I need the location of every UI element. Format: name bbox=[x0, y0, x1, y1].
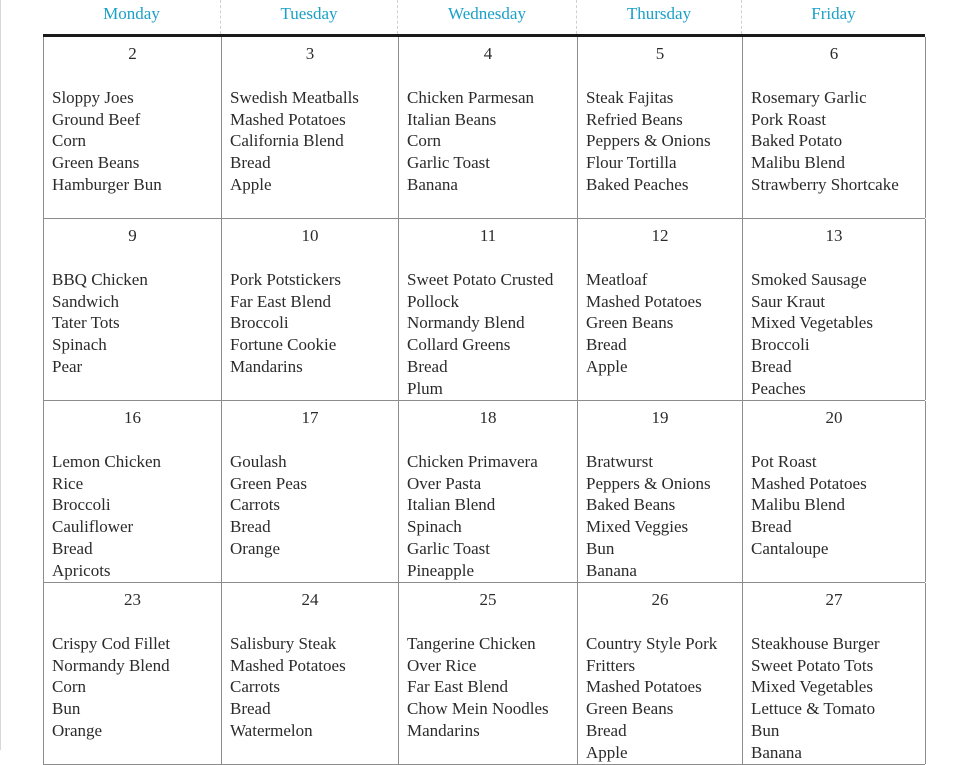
meal-item: Orange bbox=[230, 538, 281, 558]
meal-item: Bun bbox=[751, 720, 780, 740]
meal-item: Bread bbox=[407, 356, 448, 376]
meal-list bbox=[52, 451, 221, 581]
meal-item: Lettuce & Tomato bbox=[751, 699, 876, 719]
meal-item: Chicken Parmesan bbox=[407, 88, 534, 107]
meal-item: Baked Peaches bbox=[586, 174, 689, 194]
meal-item: Mashed Potatoes bbox=[230, 109, 346, 129]
meal-item: Bratwurst bbox=[586, 452, 654, 471]
meal-item: Green Peas bbox=[230, 473, 307, 493]
meal-item: Fortune Cookie bbox=[230, 335, 337, 355]
day-cell bbox=[399, 37, 578, 218]
meal-list bbox=[230, 451, 398, 560]
meal-item: Green Beans bbox=[586, 313, 674, 333]
meal-item: Pork Potstickers bbox=[230, 270, 341, 289]
meal-item: Refried Beans bbox=[586, 109, 683, 129]
meal-item: Saur Kraut bbox=[751, 291, 826, 311]
meal-item: Country Style Pork bbox=[586, 634, 718, 653]
meal-item: Corn bbox=[407, 131, 441, 151]
week-row bbox=[43, 583, 925, 765]
meal-item: Strawberry Shortcake bbox=[751, 174, 899, 194]
meal-list bbox=[751, 633, 925, 763]
meal-list bbox=[52, 269, 221, 378]
meal-item: Apricots bbox=[52, 560, 111, 580]
meal-item: Apple bbox=[586, 356, 628, 376]
date-number: 18 bbox=[479, 408, 497, 427]
meal-item: Mandarins bbox=[230, 356, 303, 376]
date-number: 24 bbox=[301, 590, 319, 609]
day-cell bbox=[44, 37, 222, 218]
meal-list bbox=[230, 87, 398, 196]
meal-list bbox=[586, 451, 742, 581]
meal-item: Mixed Vegetables bbox=[751, 677, 873, 697]
meal-item: Green Beans bbox=[586, 699, 674, 719]
day-cell bbox=[578, 37, 743, 218]
day-cell bbox=[44, 401, 222, 582]
meal-item: Lemon Chicken bbox=[52, 452, 162, 471]
meal-item: Steak Fajitas bbox=[586, 88, 674, 107]
date-number: 16 bbox=[124, 408, 141, 427]
day-cell bbox=[222, 37, 399, 218]
date-number: 12 bbox=[651, 226, 669, 245]
day-cell bbox=[743, 583, 926, 764]
meal-item: Mashed Potatoes bbox=[586, 677, 702, 697]
meal-item: Chicken Primavera bbox=[407, 452, 538, 471]
meal-item: Flour Tortilla bbox=[586, 153, 677, 173]
weekday-header-row bbox=[43, 0, 925, 37]
meal-item: Carrots bbox=[230, 495, 281, 515]
meal-item: Fritters bbox=[586, 655, 636, 675]
meal-item: Salisbury Steak bbox=[230, 634, 337, 653]
meal-item: Spinach bbox=[52, 335, 107, 355]
meal-item: Normandy Blend bbox=[407, 313, 525, 333]
meal-list bbox=[407, 269, 577, 399]
meal-item: Orange bbox=[52, 720, 103, 740]
day-cell bbox=[399, 219, 578, 400]
meal-item: Over Rice bbox=[407, 655, 477, 675]
date-number: 11 bbox=[479, 226, 497, 245]
meal-item: Bread bbox=[751, 517, 792, 537]
meal-item: Over Pasta bbox=[407, 473, 482, 493]
date-number: 17 bbox=[301, 408, 319, 427]
day-cell bbox=[743, 219, 926, 400]
meal-item: Banana bbox=[751, 742, 802, 762]
date-number: 23 bbox=[124, 590, 141, 609]
meal-item: Bread bbox=[751, 356, 792, 376]
meal-item: Bread bbox=[586, 720, 627, 740]
day-cell bbox=[743, 401, 926, 582]
meal-list bbox=[52, 87, 221, 196]
day-cell bbox=[743, 37, 926, 218]
meal-item: Baked Beans bbox=[586, 495, 676, 515]
meal-item: Sweet Potato Crusted bbox=[407, 270, 554, 289]
meal-item: Rosemary Garlic bbox=[751, 88, 867, 107]
meal-item: Pot Roast bbox=[751, 452, 817, 471]
weekday-monday: Monday bbox=[43, 0, 221, 34]
meal-item: Mixed Vegetables bbox=[751, 313, 873, 333]
date-number: 6 bbox=[829, 44, 839, 63]
menu-calendar bbox=[43, 0, 925, 765]
day-cell bbox=[222, 401, 399, 582]
date-number: 10 bbox=[301, 226, 319, 245]
meal-item: Chow Mein Noodles bbox=[407, 699, 549, 719]
meal-list bbox=[751, 269, 925, 399]
meal-item: Baked Potato bbox=[751, 131, 843, 151]
weekday-thursday: Thursday bbox=[577, 0, 742, 34]
meal-item: Garlic Toast bbox=[407, 153, 490, 173]
meal-item: Goulash bbox=[230, 452, 287, 471]
date-number: 2 bbox=[128, 44, 137, 63]
meal-item: Normandy Blend bbox=[52, 655, 170, 675]
meal-item: Broccoli bbox=[751, 335, 810, 355]
meal-item: Steakhouse Burger bbox=[751, 634, 880, 653]
meal-item: Cantaloupe bbox=[751, 538, 829, 558]
meal-item: Banana bbox=[586, 560, 637, 580]
meal-item: Pineapple bbox=[407, 560, 475, 580]
meal-item: Broccoli bbox=[230, 313, 289, 333]
weekday-wednesday: Wednesday bbox=[398, 0, 577, 34]
meal-list bbox=[586, 87, 742, 196]
meal-item: Mashed Potatoes bbox=[230, 655, 346, 675]
meal-list bbox=[586, 633, 742, 763]
meal-item: Plum bbox=[407, 378, 443, 398]
day-cell bbox=[222, 583, 399, 764]
meal-item: Sandwich bbox=[52, 291, 120, 311]
date-number: 13 bbox=[825, 226, 843, 245]
meal-list bbox=[52, 633, 221, 742]
day-cell bbox=[578, 401, 743, 582]
meal-list bbox=[407, 451, 577, 581]
meal-item: Peaches bbox=[751, 378, 806, 398]
day-cell bbox=[399, 401, 578, 582]
meal-item: Spinach bbox=[407, 517, 462, 537]
date-number: 4 bbox=[483, 44, 493, 63]
calendar-weeks bbox=[43, 37, 925, 765]
date-number: 9 bbox=[128, 226, 137, 245]
meal-item: Bread bbox=[230, 153, 271, 173]
date-number: 3 bbox=[305, 44, 315, 63]
meal-item: Mixed Veggies bbox=[586, 517, 689, 537]
meal-item: Italian Blend bbox=[407, 495, 496, 515]
weekday-tuesday: Tuesday bbox=[221, 0, 398, 34]
date-number: 25 bbox=[479, 590, 497, 609]
meal-item: Italian Beans bbox=[407, 109, 497, 129]
meal-item: Broccoli bbox=[52, 495, 111, 515]
meal-item: BBQ Chicken bbox=[52, 270, 148, 289]
meal-item: Swedish Meatballs bbox=[230, 88, 359, 107]
meal-item: Hamburger Bun bbox=[52, 174, 162, 194]
meal-list bbox=[751, 87, 925, 196]
date-number: 20 bbox=[825, 408, 843, 427]
day-cell bbox=[578, 219, 743, 400]
meal-item: Corn bbox=[52, 677, 86, 697]
meal-item: Peppers & Onions bbox=[586, 473, 711, 493]
page-edge bbox=[0, 0, 1, 750]
date-number: 27 bbox=[825, 590, 843, 609]
week-row bbox=[43, 401, 925, 583]
meal-item: Mashed Potatoes bbox=[751, 473, 867, 493]
meal-item: Pollock bbox=[407, 291, 459, 311]
day-cell bbox=[578, 583, 743, 764]
meal-item: Malibu Blend bbox=[751, 495, 845, 515]
day-cell bbox=[44, 219, 222, 400]
weekday-friday: Friday bbox=[811, 4, 856, 23]
meal-list bbox=[407, 87, 577, 196]
meal-item: Bun bbox=[586, 538, 615, 558]
meal-item: Collard Greens bbox=[407, 335, 511, 355]
day-cell bbox=[399, 583, 578, 764]
week-row bbox=[43, 37, 925, 219]
meal-list bbox=[407, 633, 577, 742]
day-cell bbox=[222, 219, 399, 400]
day-cell bbox=[44, 583, 222, 764]
meal-item: Bread bbox=[230, 699, 271, 719]
meal-item: Tater Tots bbox=[52, 313, 120, 333]
meal-item: Bun bbox=[52, 699, 81, 719]
meal-item: Peppers & Onions bbox=[586, 131, 711, 151]
date-number: 19 bbox=[651, 408, 669, 427]
meal-item: Green Beans bbox=[52, 153, 140, 173]
meal-item: Bread bbox=[52, 538, 93, 558]
meal-item: Cauliflower bbox=[52, 517, 134, 537]
week-row bbox=[43, 219, 925, 401]
meal-item: Meatloaf bbox=[586, 270, 648, 289]
meal-item: Mashed Potatoes bbox=[586, 291, 702, 311]
meal-item: Crispy Cod Fillet bbox=[52, 634, 171, 653]
meal-list bbox=[586, 269, 742, 378]
meal-item: Mandarins bbox=[407, 720, 480, 740]
meal-item: Sweet Potato Tots bbox=[751, 655, 874, 675]
meal-item: Malibu Blend bbox=[751, 153, 845, 173]
meal-list bbox=[751, 451, 925, 560]
meal-item: Bread bbox=[230, 517, 271, 537]
meal-item: Smoked Sausage bbox=[751, 270, 867, 289]
meal-item: Pork Roast bbox=[751, 109, 827, 129]
date-number: 26 bbox=[651, 590, 669, 609]
meal-item: Apple bbox=[586, 742, 628, 762]
meal-item: Corn bbox=[52, 131, 86, 151]
meal-item: Carrots bbox=[230, 677, 281, 697]
meal-item: Apple bbox=[230, 174, 272, 194]
meal-item: Rice bbox=[52, 473, 84, 493]
meal-item: Far East Blend bbox=[407, 677, 509, 697]
meal-item: Watermelon bbox=[230, 720, 313, 740]
meal-item: Bread bbox=[586, 335, 627, 355]
meal-item: Ground Beef bbox=[52, 109, 141, 129]
meal-item: Sloppy Joes bbox=[52, 88, 134, 107]
date-number: 5 bbox=[655, 44, 665, 63]
meal-item: California Blend bbox=[230, 131, 344, 151]
meal-list bbox=[230, 269, 398, 378]
meal-item: Garlic Toast bbox=[407, 538, 490, 558]
meal-item: Tangerine Chicken bbox=[407, 634, 536, 653]
meal-item: Banana bbox=[407, 174, 458, 194]
meal-item: Far East Blend bbox=[230, 291, 332, 311]
meal-list bbox=[230, 633, 398, 742]
meal-item: Pear bbox=[52, 356, 83, 376]
